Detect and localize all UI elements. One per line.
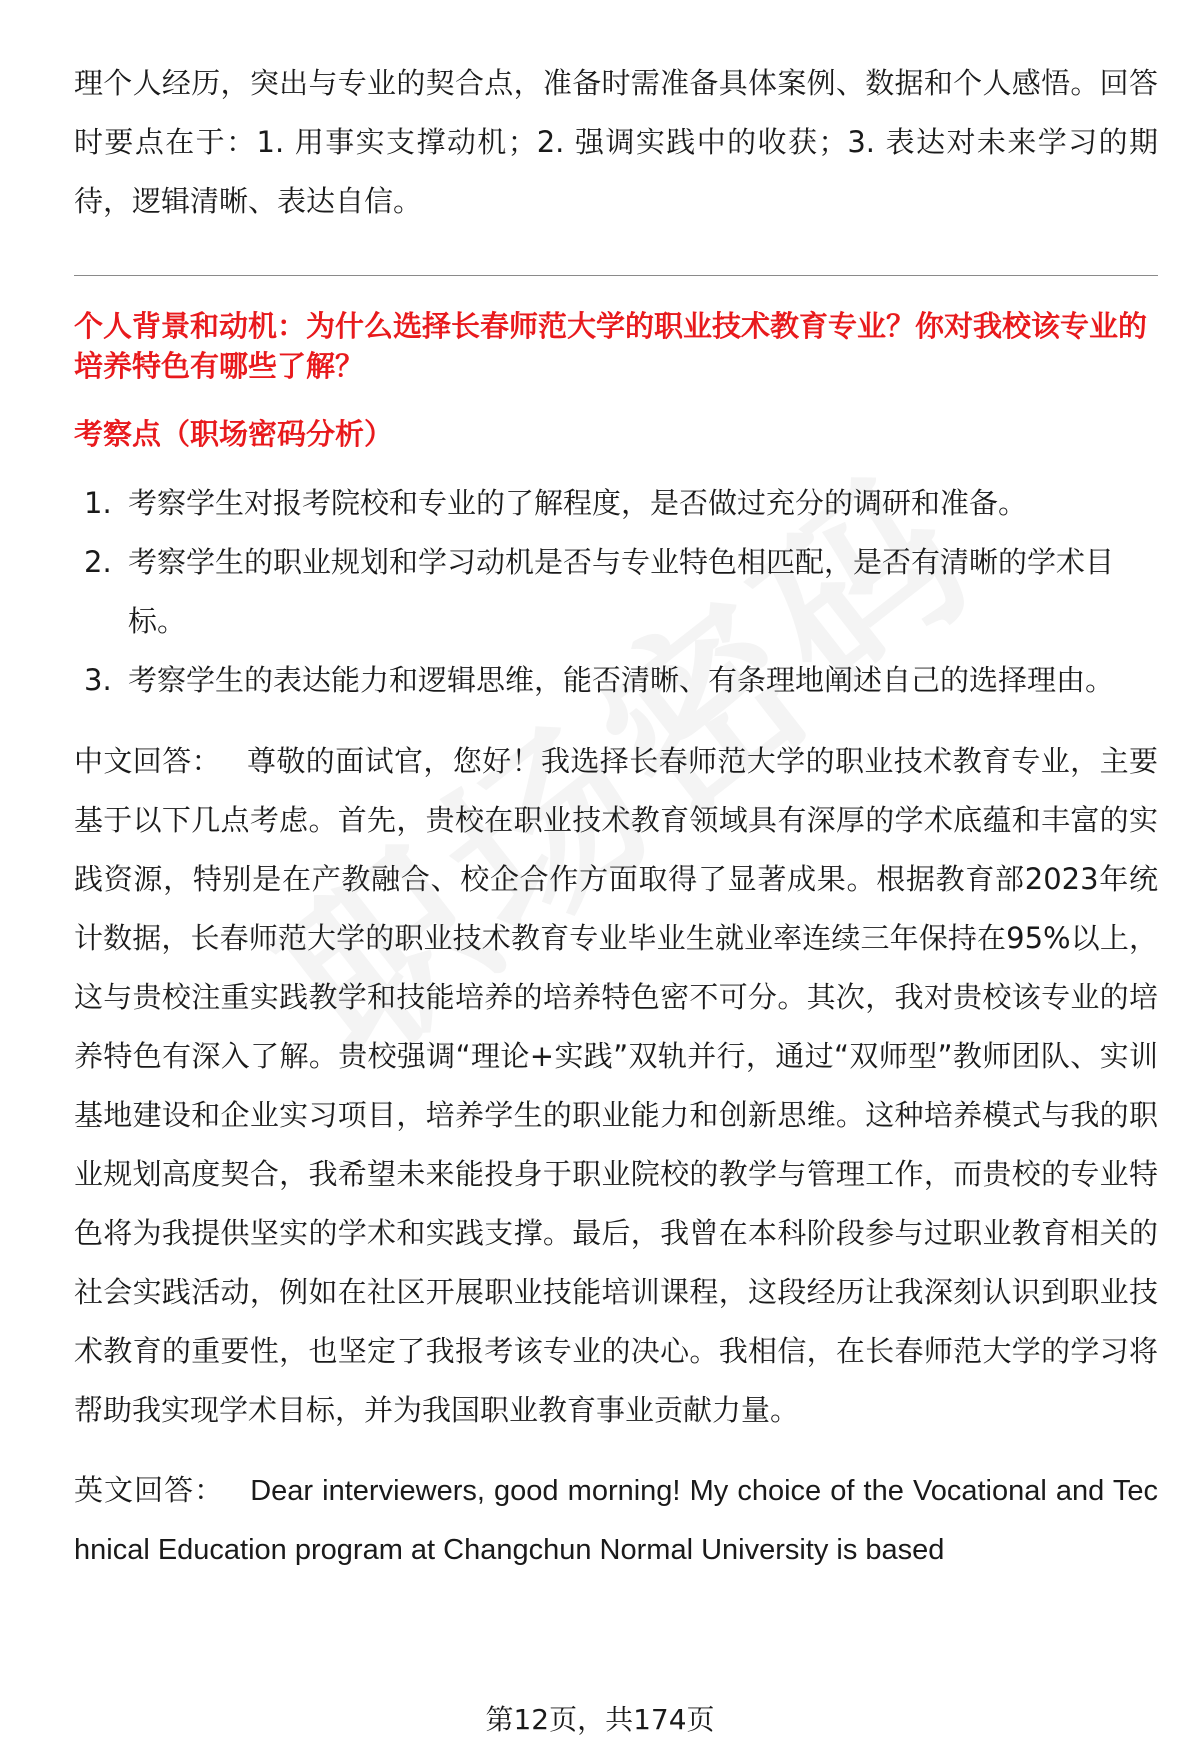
page-indicator: 第12页，共174页	[485, 1703, 715, 1736]
page-content	[74, 54, 1158, 1580]
list-item	[74, 533, 1158, 651]
english-answer-text: Dear interviewers, good morning! My choice of the Vocational and Technical Education program at Changchun Normal University is based	[74, 1475, 1158, 1566]
question-heading: 个人背景和动机：为什么选择长春师范大学的职业技术教育专业？你对我校该专业的培养特色有哪些了解？	[74, 309, 1148, 383]
list-item-number: 2.	[84, 545, 112, 579]
list-item-text: 考察学生对报考院校和专业的了解程度，是否做过充分的调研和准备。	[128, 486, 1028, 520]
english-answer-label: 英文回答：	[74, 1475, 225, 1507]
list-item-text: 考察学生的表达能力和逻辑思维，能否清晰、有条理地阐述自己的选择理由。	[128, 663, 1115, 697]
list-item	[74, 651, 1158, 710]
assessment-points-list	[74, 474, 1158, 710]
assessment-title: 考察点（职场密码分析）	[74, 417, 394, 451]
intro-paragraph: 理个人经历，突出与专业的契合点，准备时需准备具体案例、数据和个人感悟。回答时要点在于：1. 用事实支撑动机；2. 强调实践中的收获；3. 表达对未来学习的期待，逻辑清晰、表达自信。	[74, 66, 1158, 218]
list-item	[74, 474, 1158, 533]
list-item-text: 考察学生的职业规划和学习动机是否与专业特色相匹配，是否有清晰的学术目标。	[128, 545, 1115, 638]
section-divider	[74, 275, 1158, 276]
list-item-number: 3.	[84, 663, 112, 697]
english-answer	[74, 1462, 1158, 1580]
chinese-answer-label: 中文回答：	[74, 744, 221, 778]
list-item-number: 1.	[84, 486, 112, 520]
chinese-answer	[74, 732, 1158, 1440]
chinese-answer-text: 尊敬的面试官，您好！我选择长春师范大学的职业技术教育专业，主要基于以下几点考虑。首先，贵校在职业技术教育领域具有深厚的学术底蕴和丰富的实践资源，特别是在产教融合、校企合作方面取得了显著成果。根据教育部2023年统计数据，长春师范大学的职业技术教育专业毕业生就业率连续三年保持在95%以上，这与贵校注重实践教学和技能培养的培养特色密不可分。其次，我对贵校该专业的培养特色有深入了解。贵校强调“理论+实践”双轨并行，通过“双师型”教师团队、实训基地建设和企业实习项目，培养学生的职业能力和创新思维。这种培养模式与我的职业规划高度契合，我希望未来能投身于职业院校的教学与管理工作，而贵校的专业特色将为我提供坚实的学术和实践支撑。最后，我曾在本科阶段参与过职业教育相关的社会实践活动，例如在社区开展职业技能培训课程，这段经历让我深刻认识到职业技术教育的重要性，也坚定了我报考该专业的决心。我相信，在长春师范大学的学习将帮助我实现学术目标，并为我国职业教育事业贡献力量。	[74, 744, 1158, 1427]
